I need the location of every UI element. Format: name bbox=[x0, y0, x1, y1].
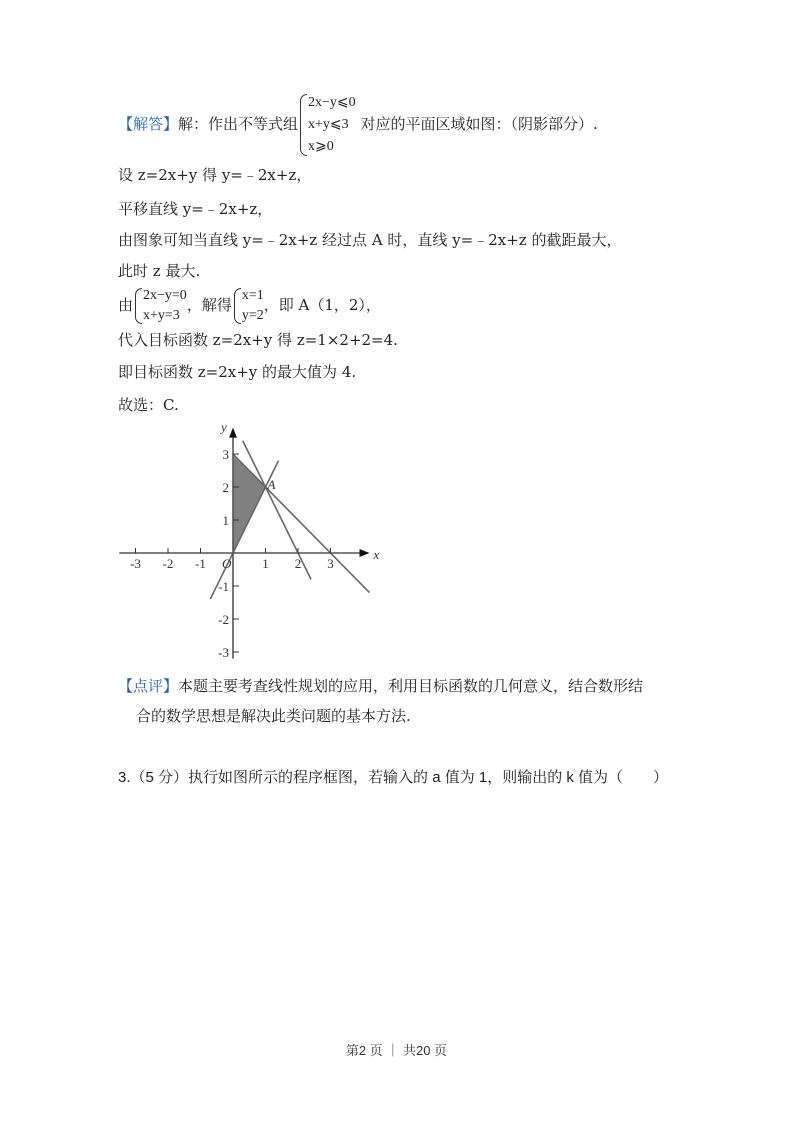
after-line-3: 故选：C. bbox=[118, 396, 179, 414]
point-a-label: A bbox=[267, 477, 276, 492]
inequality-3: x⩾0 bbox=[308, 139, 334, 154]
x-tick-label: 1 bbox=[262, 556, 269, 571]
solution-line-2: 平移直线 y=﹣2x+z， bbox=[118, 200, 273, 218]
solution-line-4: 此时 z 最大. bbox=[118, 262, 201, 280]
x-tick-label: 3 bbox=[327, 556, 334, 571]
y-tick-label: -2 bbox=[218, 612, 229, 627]
y-tick-label: 2 bbox=[222, 480, 229, 495]
solution-line-1: 设 z=2x+y 得 y=﹣2x+z， bbox=[118, 166, 312, 184]
question-3: 3.（5 分）执行如图所示的程序框图，若输入的 a 值为 1，则输出的 k 值为（ ） bbox=[118, 769, 669, 786]
result-x: x=1 bbox=[241, 288, 264, 303]
y-tick-label: -1 bbox=[218, 579, 229, 594]
x-tick-label: 2 bbox=[294, 556, 302, 571]
inequality-1: 2x−y⩽0 bbox=[308, 95, 356, 110]
y-axis-label: y bbox=[221, 419, 227, 435]
solve-mid: ，解得 bbox=[186, 296, 232, 314]
solution-intro: 解：作出不等式组 bbox=[178, 115, 299, 133]
y-tick-label: -3 bbox=[218, 645, 229, 660]
comment-tag: 【点评】 bbox=[118, 677, 179, 695]
x-axis-label: x bbox=[373, 547, 380, 562]
after-line-1: 代入目标函数 z=2x+y 得 z=1×2+2=4. bbox=[118, 331, 398, 349]
solution-tag: 【解答】 bbox=[118, 115, 179, 133]
after-line-2: 即目标函数 z=2x+y 的最大值为 4. bbox=[118, 363, 357, 381]
solve-suffix: ，即 A（1，2）， bbox=[263, 296, 381, 314]
equation-2: x+y=3 bbox=[143, 308, 180, 323]
y-axis-arrow bbox=[229, 428, 237, 438]
y-tick-label: 3 bbox=[222, 447, 229, 462]
equation-1: 2x−y=0 bbox=[143, 288, 187, 303]
y-tick-label: 1 bbox=[222, 513, 229, 528]
shaded-region bbox=[233, 454, 266, 553]
solution-line-3: 由图象可知当直线 y=﹣2x+z 经过点 A 时，直线 y=﹣2x+z 的截距最大， bbox=[118, 231, 622, 249]
solution-intro-suffix: 对应的平面区域如图：（阴影部分）. bbox=[360, 115, 598, 133]
comment-line-2: 合的数学思想是解决此类问题的基本方法. bbox=[136, 707, 411, 725]
inequality-2: x+y⩽3 bbox=[308, 117, 349, 132]
comment-text-1: 本题主要考查线性规划的应用，利用目标函数的几何意义，结合数形结 bbox=[178, 677, 644, 695]
comment-line-1 bbox=[118, 676, 643, 696]
page-footer: 第2 页 ｜ 共20 页 bbox=[345, 1043, 448, 1058]
result-y: y=2 bbox=[241, 308, 264, 323]
line-x-y-3 bbox=[233, 454, 370, 593]
x-axis-arrow bbox=[360, 549, 370, 557]
x-tick-label: -1 bbox=[195, 556, 206, 571]
x-tick-label: -2 bbox=[162, 556, 174, 571]
x-tick-label: -3 bbox=[130, 556, 141, 571]
origin-label: O bbox=[222, 556, 232, 571]
solve-prefix: 由 bbox=[118, 296, 134, 314]
